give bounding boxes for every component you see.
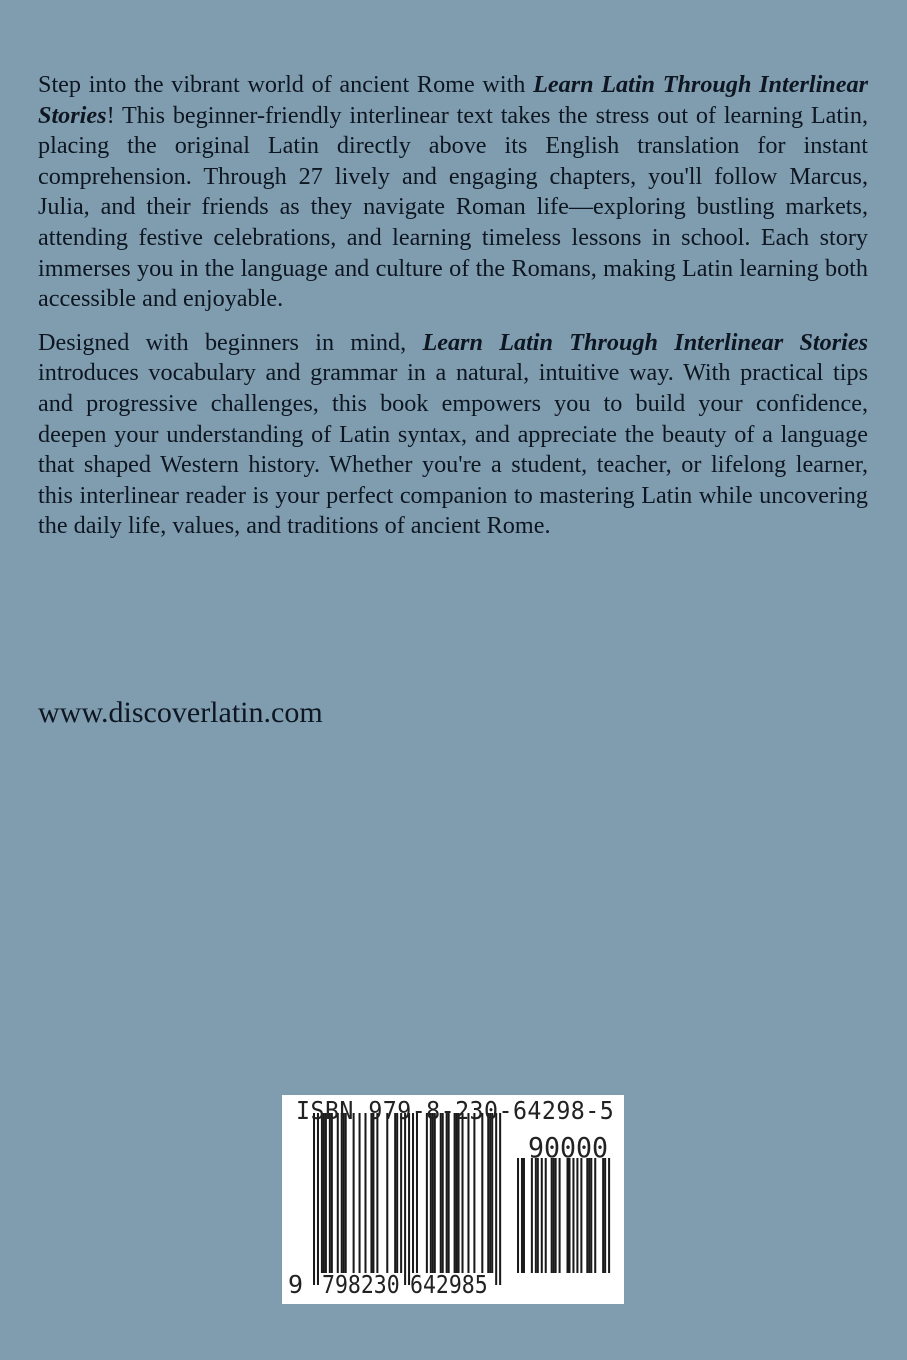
barcode-bar xyxy=(481,1113,483,1273)
barcode-bar xyxy=(537,1158,539,1273)
isbn-barcode xyxy=(282,1095,624,1304)
book-title: Learn Latin Through Interlinear Stories xyxy=(38,71,868,129)
text: Step into the vibrant world of ancient Rome with xyxy=(38,71,534,98)
barcode-bar xyxy=(317,1113,319,1285)
barcode-bar xyxy=(467,1113,469,1273)
barcode-bar xyxy=(353,1113,355,1273)
barcode-bar xyxy=(386,1113,388,1273)
text: ! This beginner-friendly interlinear text takes the stress out of learning Latin, placing the original Latin directly above its English translation for instant comprehension. Through 27 lively and engaging chapters, you'll follow Marcus, Julia, and their friends as they navigate Roman life—exploring bustling markets, attending festive celebrations, and learning timeless lessons in school. Each story immerses you in the language and culture of the Romans, making Latin learning both accessible and enjoyable. xyxy=(38,101,868,313)
barcode-bar xyxy=(440,1113,442,1273)
addon-digits: 90000 xyxy=(528,1131,609,1164)
ean-first-digit: 9 xyxy=(288,1270,304,1299)
barcode-bar xyxy=(553,1158,555,1273)
barcode-bar xyxy=(396,1113,398,1273)
barcode-bar xyxy=(499,1113,501,1285)
barcode-bar xyxy=(491,1113,493,1273)
barcode-bar xyxy=(442,1113,444,1273)
barcode-bar xyxy=(404,1113,406,1285)
barcode-bar xyxy=(323,1113,325,1273)
barcode-bar xyxy=(376,1113,378,1273)
barcode-bar xyxy=(487,1113,489,1273)
barcode-bar xyxy=(555,1158,557,1273)
barcode-bar xyxy=(580,1158,582,1273)
barcode-bar xyxy=(521,1158,523,1273)
barcode-bar xyxy=(412,1113,414,1273)
barcode-bar xyxy=(408,1113,410,1285)
barcode-bar xyxy=(416,1113,418,1273)
barcode-bar xyxy=(337,1113,339,1273)
barcode-bar xyxy=(370,1113,372,1273)
barcode-bar xyxy=(604,1158,606,1273)
book-title: Learn Latin Through Interlinear Stories xyxy=(422,328,868,356)
barcode-bar xyxy=(325,1113,327,1273)
barcode-bar xyxy=(588,1158,590,1273)
barcode-bar xyxy=(551,1158,553,1273)
barcode-bar xyxy=(608,1158,610,1273)
barcode-bar xyxy=(329,1113,331,1273)
barcode-bar xyxy=(462,1113,464,1273)
barcode-bar xyxy=(568,1158,570,1273)
barcode-bar xyxy=(594,1158,596,1273)
barcode-bar xyxy=(432,1113,434,1273)
barcode-bar xyxy=(559,1158,561,1273)
ean-left-digits: 798230 xyxy=(322,1270,400,1299)
text: introduces vocabulary and grammar in a natural, intuitive way. With practical tips and progressive challenges, this book empowers you to build your confidence, deepen your understanding of Latin syntax, and appreciate the beauty of a language that shaped Western history. Whether you're a student, teacher, or lifelong learner, this interlinear reader is your perfect companion to mastering Latin while uncovering the daily life, values, and traditions of ancient Rome. xyxy=(38,359,868,540)
barcode-bar xyxy=(364,1113,366,1273)
barcode-bar xyxy=(590,1158,592,1273)
barcode-bar xyxy=(456,1113,458,1273)
barcode-bar xyxy=(541,1158,543,1273)
barcode-bar xyxy=(489,1113,491,1273)
barcode-bar xyxy=(531,1158,533,1273)
barcode-bar xyxy=(359,1113,361,1273)
barcode-bar xyxy=(321,1113,323,1273)
barcode-bar xyxy=(372,1113,374,1273)
barcode-bar xyxy=(313,1113,315,1285)
barcode-bar xyxy=(331,1113,333,1273)
barcode-bar xyxy=(523,1158,525,1273)
barcode-bar xyxy=(454,1113,456,1273)
barcode-bar xyxy=(341,1113,343,1273)
barcode-bar xyxy=(426,1113,428,1273)
barcode-bar xyxy=(602,1158,604,1273)
blurb-paragraph-2 xyxy=(38,328,868,542)
barcode-bar xyxy=(545,1158,547,1273)
barcode-bar xyxy=(345,1113,347,1273)
barcode-bar xyxy=(343,1113,345,1273)
barcode-bar xyxy=(576,1158,578,1273)
website-url: www.discoverlatin.com xyxy=(38,696,323,729)
barcode-bar xyxy=(448,1113,450,1273)
barcode-bar xyxy=(572,1158,574,1273)
barcode-bar xyxy=(495,1113,497,1285)
blurb-paragraph-1 xyxy=(38,70,868,315)
barcode-bar xyxy=(430,1113,432,1273)
back-cover-blurb xyxy=(38,70,868,555)
barcode-bar xyxy=(517,1158,519,1273)
barcode-bar xyxy=(434,1113,436,1273)
barcode-bar xyxy=(458,1113,460,1273)
barcode-bar xyxy=(394,1113,396,1273)
barcode-bar xyxy=(446,1113,448,1273)
ean-right-digits: 642985 xyxy=(410,1270,488,1299)
text: Designed with beginners in mind, xyxy=(38,328,423,356)
barcode-bar xyxy=(535,1158,537,1273)
barcode-bar xyxy=(400,1113,402,1273)
barcode-bar xyxy=(567,1158,569,1273)
barcode-bar xyxy=(473,1113,475,1273)
barcode-bar xyxy=(586,1158,588,1273)
isbn-label: ISBN 979-8-230-64298-5 xyxy=(296,1096,615,1125)
